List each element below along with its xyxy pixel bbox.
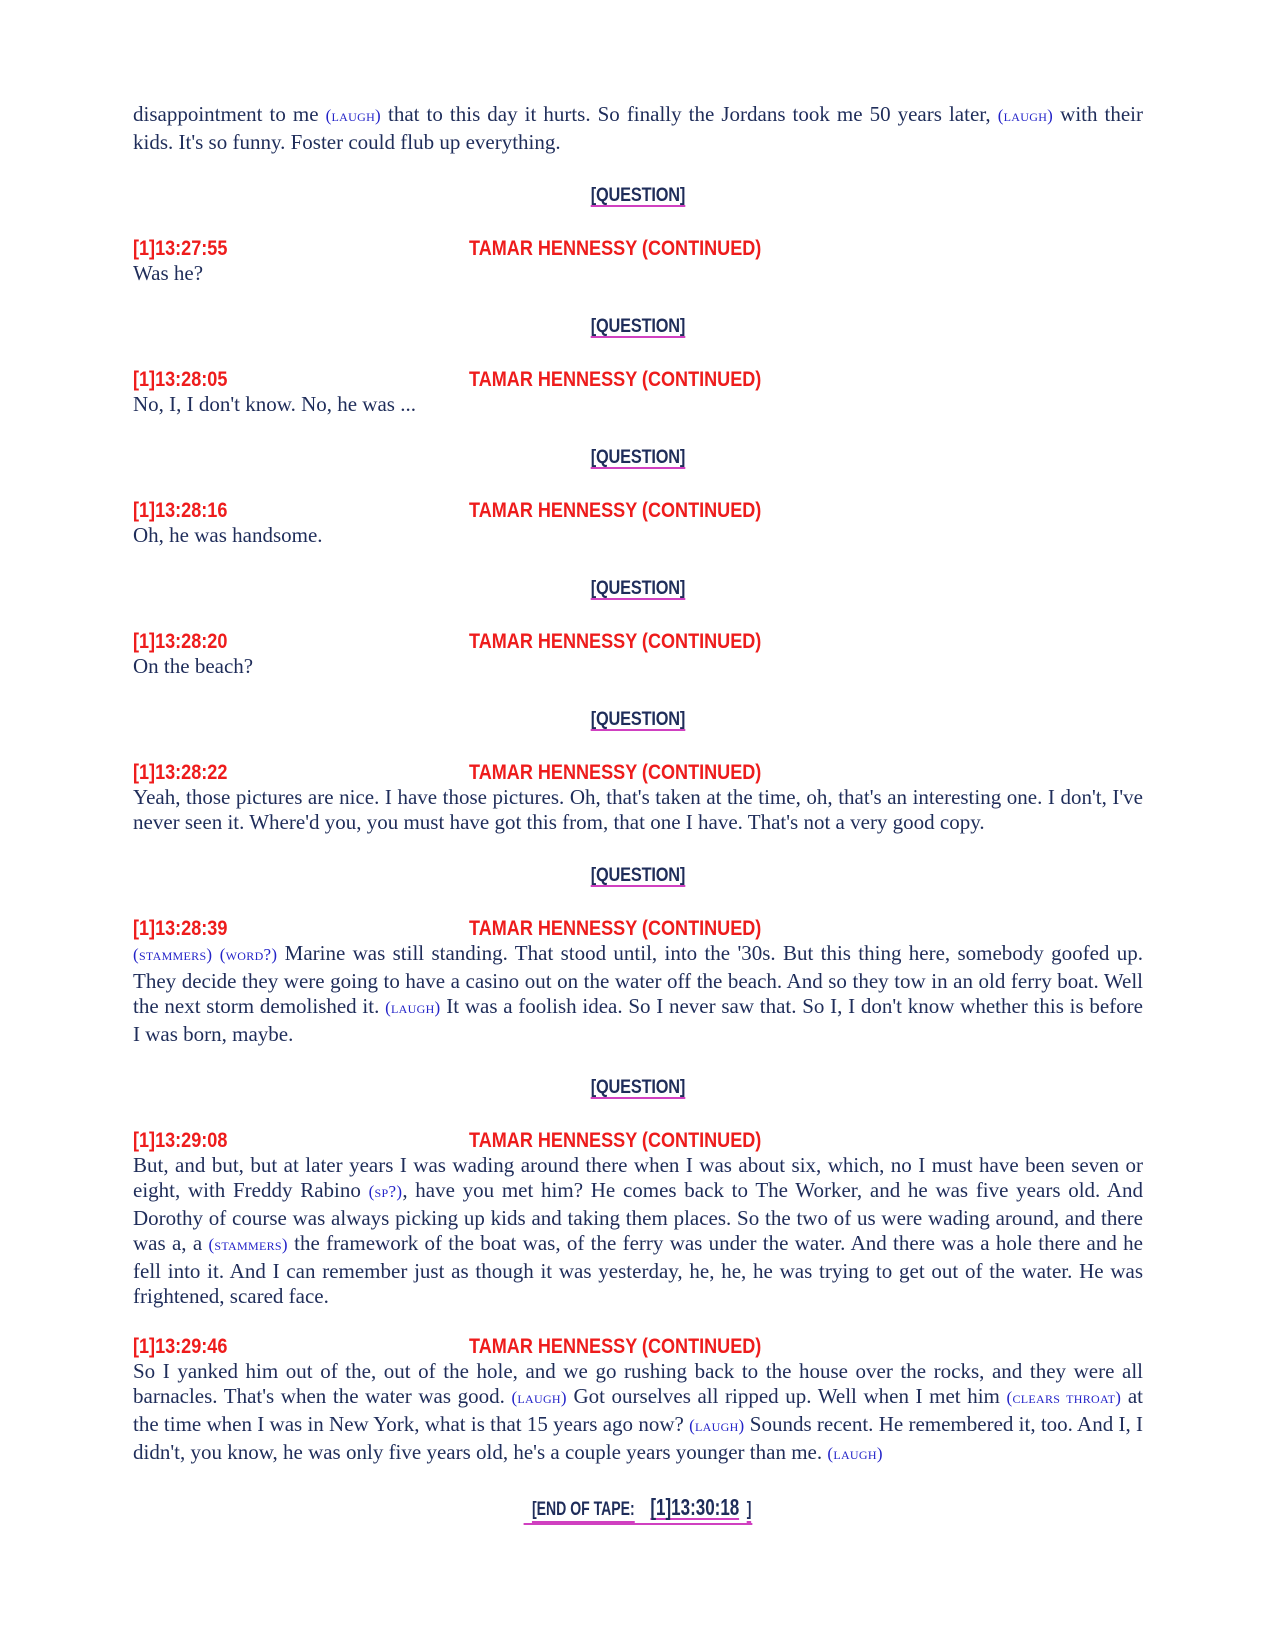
question-marker xyxy=(133,864,1143,888)
timestamp: [1]13:28:05 xyxy=(133,368,228,391)
annotation: (laugh) xyxy=(511,1388,567,1407)
transcript-segment xyxy=(133,498,1143,548)
speaker-name: TAMAR HENNESSY (CONTINUED) xyxy=(469,630,762,653)
transcript-segment xyxy=(133,236,1143,286)
question-marker xyxy=(133,577,1143,601)
segment-text xyxy=(133,654,1143,679)
annotation: (laugh) xyxy=(325,106,381,125)
timestamp: [1]13:29:08 xyxy=(133,1129,228,1152)
utterance-text: Marine was still standing. That stood until, into the '30s. But this thing here, somebody goofed up. They decide they were going to have a casino out on the water off the beach. And so they tow in an old ferry boat. Well the next storm demolished it. xyxy=(133,941,1144,1018)
question-marker xyxy=(133,446,1143,470)
utterance-text: So I yanked him out of the, out of the hole, and we go rushing back to the house over the rocks, and they were all barnacles. That's when the water was good. xyxy=(133,1359,1143,1408)
utterance-text: Sounds recent. He remembered it, too. And I, I didn't, you know, he was only five years old, he's a couple years younger than me. xyxy=(133,1412,1143,1464)
annotation: (clears throat) xyxy=(1006,1388,1122,1407)
segment-header xyxy=(133,760,1143,785)
utterance-text: On the beach? xyxy=(133,654,254,678)
question-label: [QUESTION] xyxy=(590,1077,686,1098)
utterance-text: at the time when I was in New York, what is that 15 years ago now? xyxy=(133,1384,1143,1436)
utterance-text: disappointment to me xyxy=(133,102,326,126)
speaker-name: TAMAR HENNESSY (CONTINUED) xyxy=(469,917,762,940)
question-label: [QUESTION] xyxy=(590,578,686,599)
segment-header xyxy=(133,498,1143,523)
timestamp: [1]13:27:55 xyxy=(133,237,228,260)
segment-text xyxy=(133,261,1143,286)
transcript-segment xyxy=(133,1128,1143,1309)
annotation: (stammers) xyxy=(133,945,213,964)
utterance-text: Oh, he was handsome. xyxy=(133,523,323,547)
segment-header xyxy=(133,916,1143,941)
segment-text xyxy=(133,941,1143,1047)
question-marker xyxy=(133,1076,1143,1100)
utterance-text: , have you met him? He comes back to The Worker, and he was five years old. And Dorothy of course was always picking up kids and taking them places. So the two of us were wading around, and there was a, a xyxy=(133,1178,1144,1255)
annotation: (laugh) xyxy=(827,1444,883,1463)
timestamp: [1]13:29:46 xyxy=(133,1335,228,1358)
question-label: [QUESTION] xyxy=(590,865,686,886)
annotation: (laugh) xyxy=(385,998,441,1017)
transcript-segment xyxy=(133,1334,1143,1468)
utterance-text: But, and but, but at later years I was wading around there when I was about six, which, no I must have been seven or eight, with Freddy Rabino xyxy=(133,1153,1143,1202)
question-label: [QUESTION] xyxy=(590,185,686,206)
question-label: [QUESTION] xyxy=(590,709,686,730)
segment-text xyxy=(133,785,1143,835)
segment-header xyxy=(133,1128,1143,1153)
annotation: (laugh) xyxy=(997,106,1054,125)
end-label: [END OF TAPE: xyxy=(532,1499,635,1523)
question-marker xyxy=(133,315,1143,339)
speaker-name: TAMAR HENNESSY (CONTINUED) xyxy=(469,761,762,784)
end-timecode: [1]13:30:18 xyxy=(650,1494,740,1520)
transcript-segments xyxy=(133,184,1143,1468)
segment-header xyxy=(133,1334,1143,1359)
speaker-name: TAMAR HENNESSY (CONTINUED) xyxy=(469,499,762,522)
annotation: (word?) xyxy=(219,945,278,964)
speaker-name: TAMAR HENNESSY (CONTINUED) xyxy=(469,368,762,391)
timestamp: [1]13:28:22 xyxy=(133,761,228,784)
utterance-text xyxy=(212,941,219,965)
transcript-segment xyxy=(133,760,1143,835)
question-label: [QUESTION] xyxy=(590,316,686,337)
annotation: (sp?) xyxy=(368,1182,403,1201)
utterance-text: No, I, I don't know. No, he was ... xyxy=(133,392,416,416)
segment-text xyxy=(133,392,1143,417)
timestamp: [1]13:28:39 xyxy=(133,917,228,940)
utterance-text: the framework of the boat was, of the ferry was under the water. And there was a hole there and he fell into it. And I can remember just as though it was yesterday, he, he, he was trying to get out of the water. He was frightened, scared face. xyxy=(133,1231,1143,1308)
speaker-name: TAMAR HENNESSY (CONTINUED) xyxy=(469,237,762,260)
utterance-text: that to this day it hurts. So finally the Jordans took me 50 years later, xyxy=(381,102,998,126)
timestamp: [1]13:28:20 xyxy=(133,630,228,653)
annotation: (laugh) xyxy=(689,1416,745,1435)
end-close: ] xyxy=(747,1499,752,1523)
segment-text xyxy=(133,1153,1143,1309)
question-label: [QUESTION] xyxy=(590,447,686,468)
transcript-segment xyxy=(133,629,1143,679)
segment-header xyxy=(133,367,1143,392)
intro-paragraph xyxy=(133,102,1143,155)
utterance-text: Got ourselves all ripped up. Well when I met him xyxy=(566,1384,1007,1408)
utterance-text: with their kids. It's so funny. Foster could flub up everything. xyxy=(133,102,1144,154)
utterance-text: Was he? xyxy=(133,261,204,285)
speaker-name: TAMAR HENNESSY (CONTINUED) xyxy=(469,1335,762,1358)
segment-text xyxy=(133,523,1143,548)
segment-gap xyxy=(133,1309,1143,1334)
segment-header xyxy=(133,629,1143,654)
utterance-text: Yeah, those pictures are nice. I have those pictures. Oh, that's taken at the time, oh, that's an interesting one. I don't, I've never seen it. Where'd you, you must have got this from, that one I have. That's not a very good copy. xyxy=(133,785,1143,834)
question-marker xyxy=(133,708,1143,732)
timestamp: [1]13:28:16 xyxy=(133,499,228,522)
speaker-name: TAMAR HENNESSY (CONTINUED) xyxy=(469,1129,762,1152)
transcript-segment xyxy=(133,367,1143,417)
utterance-text: It was a foolish idea. So I never saw that. So I, I don't know whether this is before I was born, maybe. xyxy=(133,994,1143,1046)
annotation: (stammers) xyxy=(208,1235,288,1254)
segment-text xyxy=(133,1359,1143,1468)
transcript-segment xyxy=(133,916,1143,1047)
question-marker xyxy=(133,184,1143,208)
segment-header xyxy=(133,236,1143,261)
transcript-page xyxy=(133,102,1143,1525)
end-of-tape-marker xyxy=(133,1496,1143,1525)
